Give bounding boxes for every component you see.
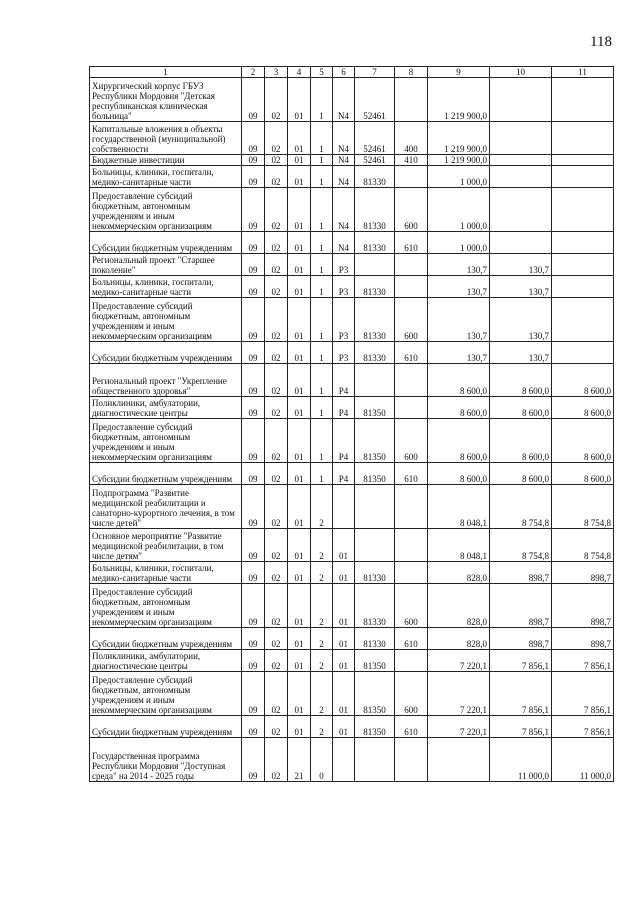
row-value-cell — [395, 529, 428, 562]
row-value-cell: 8 600,0 — [552, 397, 614, 419]
row-value-cell: 7 856,1 — [552, 650, 614, 672]
row-value-cell: 8 754,8 — [490, 485, 552, 529]
row-value-cell: 130,7 — [428, 298, 490, 342]
row-value-cell: 2 — [311, 562, 333, 584]
row-value-cell — [552, 166, 614, 188]
table-row — [90, 232, 614, 254]
header-cell: 1 — [90, 67, 242, 78]
table-row — [90, 166, 614, 188]
row-value-cell: 02 — [265, 419, 288, 463]
row-value-cell: 02 — [265, 738, 288, 782]
row-value-cell — [552, 298, 614, 342]
row-value-cell: 52461 — [355, 122, 395, 155]
row-value-cell: 01 — [333, 716, 355, 738]
row-value-cell: 02 — [265, 155, 288, 166]
row-value-cell: 81350 — [355, 650, 395, 672]
row-value-cell: 400 — [395, 122, 428, 155]
row-value-cell: 81330 — [355, 166, 395, 188]
row-value-cell — [428, 738, 490, 782]
row-value-cell: 09 — [242, 529, 265, 562]
row-value-cell: 52461 — [355, 155, 395, 166]
row-value-cell: P3 — [333, 254, 355, 276]
row-name-cell: Предоставление субсидий бюджетным, автономным учреждениям и иным некоммерческим организациям — [90, 672, 242, 716]
row-value-cell: 01 — [333, 584, 355, 628]
row-name-cell: Больницы, клиники, госпитали, медико-санитарные части — [90, 166, 242, 188]
row-value-cell: 828,0 — [428, 584, 490, 628]
row-name-cell: Региональный проект "Старшее поколение" — [90, 254, 242, 276]
row-value-cell: 610 — [395, 342, 428, 364]
table-row — [90, 188, 614, 232]
row-value-cell: 1 000,0 — [428, 166, 490, 188]
row-name-cell: Больницы, клиники, госпитали, медико-санитарные части — [90, 276, 242, 298]
row-value-cell: 09 — [242, 628, 265, 650]
row-value-cell: P4 — [333, 397, 355, 419]
row-value-cell: 09 — [242, 364, 265, 397]
header-cell: 8 — [395, 67, 428, 78]
row-value-cell: 09 — [242, 650, 265, 672]
row-name-cell: Субсидии бюджетным учреждениям — [90, 716, 242, 738]
row-value-cell: N4 — [333, 155, 355, 166]
row-value-cell — [355, 254, 395, 276]
row-value-cell: 410 — [395, 155, 428, 166]
row-value-cell: 01 — [288, 364, 311, 397]
row-value-cell: 1 — [311, 122, 333, 155]
page-number: 118 — [590, 34, 612, 50]
row-value-cell: 898,7 — [490, 584, 552, 628]
row-value-cell: 01 — [288, 716, 311, 738]
row-value-cell: 0 — [311, 738, 333, 782]
row-value-cell — [333, 485, 355, 529]
row-value-cell: 09 — [242, 562, 265, 584]
row-value-cell: 2 — [311, 672, 333, 716]
table-row — [90, 155, 614, 166]
row-value-cell: 1 219 900,0 — [428, 78, 490, 122]
table-row — [90, 298, 614, 342]
row-value-cell: 1 — [311, 419, 333, 463]
row-value-cell — [395, 485, 428, 529]
row-name-cell: Бюджетные инвестиции — [90, 155, 242, 166]
row-value-cell: 7 856,1 — [490, 716, 552, 738]
row-value-cell: 8 048,1 — [428, 485, 490, 529]
row-value-cell: 52461 — [355, 78, 395, 122]
row-value-cell: P4 — [333, 419, 355, 463]
row-value-cell: 01 — [333, 529, 355, 562]
row-value-cell: 600 — [395, 298, 428, 342]
row-value-cell — [490, 155, 552, 166]
row-value-cell — [355, 364, 395, 397]
row-value-cell — [395, 78, 428, 122]
table-row — [90, 122, 614, 155]
header-cell: 6 — [333, 67, 355, 78]
row-value-cell: 09 — [242, 254, 265, 276]
header-cell: 2 — [242, 67, 265, 78]
table-row — [90, 397, 614, 419]
table-row — [90, 716, 614, 738]
row-value-cell: 2 — [311, 628, 333, 650]
row-value-cell: 09 — [242, 155, 265, 166]
row-value-cell: 8 600,0 — [490, 397, 552, 419]
row-value-cell: 01 — [288, 628, 311, 650]
row-name-cell: Государственная программа Республики Мордовия "Доступная среда" на 2014 - 2025 годы — [90, 738, 242, 782]
row-value-cell — [552, 155, 614, 166]
table-row — [90, 342, 614, 364]
row-value-cell: 81350 — [355, 672, 395, 716]
row-value-cell: 01 — [288, 672, 311, 716]
row-value-cell: 09 — [242, 584, 265, 628]
header-cell: 11 — [552, 67, 614, 78]
row-value-cell: 600 — [395, 672, 428, 716]
row-name-cell: Предоставление субсидий бюджетным, автономным учреждениям и иным некоммерческим организациям — [90, 298, 242, 342]
row-value-cell: 8 600,0 — [490, 419, 552, 463]
row-value-cell: 09 — [242, 463, 265, 485]
row-value-cell: 09 — [242, 485, 265, 529]
table-row — [90, 628, 614, 650]
row-value-cell: 610 — [395, 463, 428, 485]
row-value-cell: P4 — [333, 463, 355, 485]
table-row — [90, 672, 614, 716]
row-value-cell: 81330 — [355, 276, 395, 298]
row-value-cell: 898,7 — [552, 562, 614, 584]
row-value-cell: 81350 — [355, 397, 395, 419]
row-value-cell: 81330 — [355, 188, 395, 232]
row-value-cell: 02 — [265, 298, 288, 342]
row-value-cell: 02 — [265, 364, 288, 397]
row-value-cell — [395, 364, 428, 397]
row-value-cell: P3 — [333, 342, 355, 364]
row-value-cell: 130,7 — [428, 342, 490, 364]
row-value-cell: 01 — [288, 562, 311, 584]
row-value-cell: 09 — [242, 672, 265, 716]
row-value-cell: 2 — [311, 584, 333, 628]
row-value-cell: 8 754,8 — [552, 529, 614, 562]
row-value-cell: 130,7 — [490, 276, 552, 298]
header-cell: 3 — [265, 67, 288, 78]
row-value-cell: N4 — [333, 122, 355, 155]
row-value-cell: 7 220,1 — [428, 672, 490, 716]
row-value-cell: 610 — [395, 716, 428, 738]
row-value-cell: 81330 — [355, 232, 395, 254]
row-value-cell: 02 — [265, 485, 288, 529]
table-row — [90, 485, 614, 529]
row-value-cell: 02 — [265, 254, 288, 276]
row-value-cell: 130,7 — [490, 298, 552, 342]
row-value-cell: 01 — [288, 463, 311, 485]
row-value-cell: 898,7 — [552, 584, 614, 628]
header-cell: 7 — [355, 67, 395, 78]
row-value-cell: N4 — [333, 232, 355, 254]
row-value-cell: 828,0 — [428, 628, 490, 650]
row-name-cell: Предоставление субсидий бюджетным, автономным учреждениям и иным некоммерческим организациям — [90, 188, 242, 232]
table-row — [90, 584, 614, 628]
row-value-cell: 09 — [242, 122, 265, 155]
row-value-cell — [395, 166, 428, 188]
table-row — [90, 364, 614, 397]
row-value-cell: 09 — [242, 276, 265, 298]
row-value-cell: 8 600,0 — [428, 419, 490, 463]
row-value-cell: 600 — [395, 188, 428, 232]
row-value-cell — [552, 232, 614, 254]
row-value-cell: 01 — [288, 342, 311, 364]
row-value-cell: 81330 — [355, 562, 395, 584]
row-value-cell — [395, 397, 428, 419]
row-value-cell: 8 600,0 — [552, 463, 614, 485]
row-value-cell: 02 — [265, 188, 288, 232]
row-name-cell: Поликлиники, амбулатории, диагностические центры — [90, 650, 242, 672]
table-row — [90, 254, 614, 276]
row-value-cell: 02 — [265, 78, 288, 122]
row-value-cell: 09 — [242, 232, 265, 254]
row-value-cell: 1 — [311, 254, 333, 276]
row-value-cell: 610 — [395, 232, 428, 254]
row-value-cell: 7 856,1 — [490, 672, 552, 716]
row-value-cell: 8 600,0 — [428, 364, 490, 397]
row-value-cell: 8 600,0 — [490, 364, 552, 397]
row-value-cell: 1 — [311, 232, 333, 254]
row-value-cell: P3 — [333, 276, 355, 298]
row-value-cell: 01 — [288, 155, 311, 166]
table-row — [90, 463, 614, 485]
row-name-cell: Предоставление субсидий бюджетным, автономным учреждениям и иным некоммерческим организациям — [90, 419, 242, 463]
row-name-cell: Поликлиники, амбулатории, диагностические центры — [90, 397, 242, 419]
row-value-cell: 01 — [288, 584, 311, 628]
row-value-cell: 01 — [333, 628, 355, 650]
row-value-cell — [395, 254, 428, 276]
row-value-cell — [490, 78, 552, 122]
row-name-cell: Субсидии бюджетным учреждениям — [90, 463, 242, 485]
row-value-cell: 130,7 — [490, 254, 552, 276]
row-value-cell: 02 — [265, 232, 288, 254]
row-value-cell: 09 — [242, 298, 265, 342]
row-value-cell: 1 — [311, 155, 333, 166]
row-value-cell: 02 — [265, 584, 288, 628]
row-name-cell: Хирургический корпус ГБУЗ Республики Мордовия "Детская республиканская клиническая больница" — [90, 78, 242, 122]
row-value-cell: 02 — [265, 122, 288, 155]
row-value-cell: 01 — [288, 529, 311, 562]
row-value-cell — [552, 342, 614, 364]
row-name-cell: Предоставление субсидий бюджетным, автономным учреждениям и иным некоммерческим организациям — [90, 584, 242, 628]
row-value-cell: 01 — [288, 650, 311, 672]
row-value-cell — [355, 738, 395, 782]
row-value-cell: 01 — [288, 166, 311, 188]
row-value-cell: 2 — [311, 529, 333, 562]
row-value-cell — [355, 529, 395, 562]
row-value-cell: 02 — [265, 562, 288, 584]
row-value-cell: 01 — [288, 276, 311, 298]
row-value-cell: 1 219 900,0 — [428, 155, 490, 166]
row-value-cell: 600 — [395, 584, 428, 628]
table-row — [90, 529, 614, 562]
row-value-cell: 1 — [311, 463, 333, 485]
row-value-cell: 600 — [395, 419, 428, 463]
row-value-cell: 7 220,1 — [428, 650, 490, 672]
row-value-cell: 01 — [333, 672, 355, 716]
table-row — [90, 419, 614, 463]
row-value-cell: 01 — [288, 188, 311, 232]
row-value-cell: 01 — [288, 254, 311, 276]
row-value-cell: 1 — [311, 342, 333, 364]
row-value-cell: 81350 — [355, 419, 395, 463]
row-value-cell — [395, 562, 428, 584]
row-value-cell — [552, 122, 614, 155]
row-value-cell: 09 — [242, 419, 265, 463]
row-value-cell: 02 — [265, 276, 288, 298]
row-value-cell: 7 856,1 — [490, 650, 552, 672]
table-row — [90, 276, 614, 298]
row-name-cell: Капитальные вложения в объекты государственной (муниципальной) собственности — [90, 122, 242, 155]
row-value-cell — [490, 188, 552, 232]
header-row — [90, 67, 614, 78]
row-value-cell: 21 — [288, 738, 311, 782]
row-value-cell — [490, 166, 552, 188]
row-value-cell: 02 — [265, 650, 288, 672]
row-value-cell: 8 600,0 — [428, 463, 490, 485]
row-value-cell: 8 600,0 — [490, 463, 552, 485]
row-value-cell: 130,7 — [428, 276, 490, 298]
row-name-cell: Субсидии бюджетным учреждениям — [90, 342, 242, 364]
row-value-cell: 8 754,8 — [490, 529, 552, 562]
row-name-cell: Субсидии бюджетным учреждениям — [90, 628, 242, 650]
row-value-cell: 1 — [311, 298, 333, 342]
row-value-cell: 1 — [311, 397, 333, 419]
row-value-cell: 1 219 900,0 — [428, 122, 490, 155]
row-value-cell: 130,7 — [490, 342, 552, 364]
header-cell: 5 — [311, 67, 333, 78]
row-value-cell: 01 — [288, 122, 311, 155]
row-value-cell: 09 — [242, 78, 265, 122]
row-value-cell: 09 — [242, 188, 265, 232]
row-value-cell: 09 — [242, 342, 265, 364]
row-value-cell: 11 000,0 — [552, 738, 614, 782]
row-value-cell: 7 856,1 — [552, 672, 614, 716]
row-value-cell: 01 — [333, 650, 355, 672]
row-value-cell: 81330 — [355, 628, 395, 650]
budget-table — [89, 66, 614, 782]
table-row — [90, 562, 614, 584]
row-value-cell: 02 — [265, 628, 288, 650]
row-value-cell: 02 — [265, 342, 288, 364]
row-value-cell: 01 — [288, 419, 311, 463]
row-value-cell: N4 — [333, 166, 355, 188]
row-value-cell: 01 — [288, 298, 311, 342]
row-value-cell: 09 — [242, 738, 265, 782]
row-value-cell: 01 — [288, 78, 311, 122]
row-value-cell: 02 — [265, 529, 288, 562]
row-value-cell — [552, 78, 614, 122]
row-name-cell: Региональный проект "Укрепление общественного здоровья" — [90, 364, 242, 397]
row-value-cell — [490, 122, 552, 155]
row-value-cell: 1 — [311, 276, 333, 298]
row-value-cell — [333, 738, 355, 782]
row-name-cell: Подпрограмма "Развитие медицинской реабилитации и санаторно-курортного лечения, в том числе детей" — [90, 485, 242, 529]
row-value-cell: 610 — [395, 628, 428, 650]
row-value-cell — [552, 276, 614, 298]
row-value-cell: N4 — [333, 188, 355, 232]
row-value-cell — [395, 650, 428, 672]
row-value-cell: 8 754,8 — [552, 485, 614, 529]
row-name-cell: Больницы, клиники, госпитали, медико-санитарные части — [90, 562, 242, 584]
row-value-cell — [395, 276, 428, 298]
row-value-cell: 09 — [242, 716, 265, 738]
row-value-cell: 02 — [265, 716, 288, 738]
row-value-cell: 01 — [333, 562, 355, 584]
table-row — [90, 650, 614, 672]
row-value-cell: 2 — [311, 485, 333, 529]
table-row — [90, 78, 614, 122]
header-cell: 10 — [490, 67, 552, 78]
row-value-cell: 09 — [242, 166, 265, 188]
header-cell: 4 — [288, 67, 311, 78]
row-value-cell: 2 — [311, 650, 333, 672]
header-cell: 9 — [428, 67, 490, 78]
row-value-cell: 7 220,1 — [428, 716, 490, 738]
row-value-cell: 81330 — [355, 298, 395, 342]
row-value-cell: 1 000,0 — [428, 188, 490, 232]
row-value-cell: 09 — [242, 397, 265, 419]
row-value-cell: 02 — [265, 672, 288, 716]
row-value-cell: 8 600,0 — [428, 397, 490, 419]
row-value-cell: 130,7 — [428, 254, 490, 276]
row-value-cell: 898,7 — [552, 628, 614, 650]
row-value-cell: 2 — [311, 716, 333, 738]
row-value-cell: 8 600,0 — [552, 364, 614, 397]
row-name-cell: Субсидии бюджетным учреждениям — [90, 232, 242, 254]
row-name-cell: Основное мероприятие "Развитие медицинской реабилитации, в том числе детям" — [90, 529, 242, 562]
row-value-cell — [552, 254, 614, 276]
row-value-cell: 1 000,0 — [428, 232, 490, 254]
row-value-cell — [355, 485, 395, 529]
row-value-cell: 01 — [288, 232, 311, 254]
row-value-cell: 898,7 — [490, 628, 552, 650]
row-value-cell: 01 — [288, 485, 311, 529]
row-value-cell: 7 856,1 — [552, 716, 614, 738]
row-value-cell: 02 — [265, 166, 288, 188]
row-value-cell: 02 — [265, 397, 288, 419]
row-value-cell: 81330 — [355, 584, 395, 628]
row-value-cell: 1 — [311, 364, 333, 397]
row-value-cell: 898,7 — [490, 562, 552, 584]
row-value-cell: P3 — [333, 298, 355, 342]
row-value-cell — [490, 232, 552, 254]
row-value-cell: 1 — [311, 188, 333, 232]
row-value-cell: 8 600,0 — [552, 419, 614, 463]
row-value-cell: 81330 — [355, 342, 395, 364]
row-value-cell: N4 — [333, 78, 355, 122]
table-row — [90, 738, 614, 782]
row-value-cell: 1 — [311, 166, 333, 188]
row-value-cell: 81350 — [355, 716, 395, 738]
row-value-cell: 828,0 — [428, 562, 490, 584]
row-value-cell: 01 — [288, 397, 311, 419]
row-value-cell: 11 000,0 — [490, 738, 552, 782]
row-value-cell: P4 — [333, 364, 355, 397]
row-value-cell — [552, 188, 614, 232]
row-value-cell: 8 048,1 — [428, 529, 490, 562]
row-value-cell: 1 — [311, 78, 333, 122]
row-value-cell: 81350 — [355, 463, 395, 485]
row-value-cell: 02 — [265, 463, 288, 485]
row-value-cell — [395, 738, 428, 782]
